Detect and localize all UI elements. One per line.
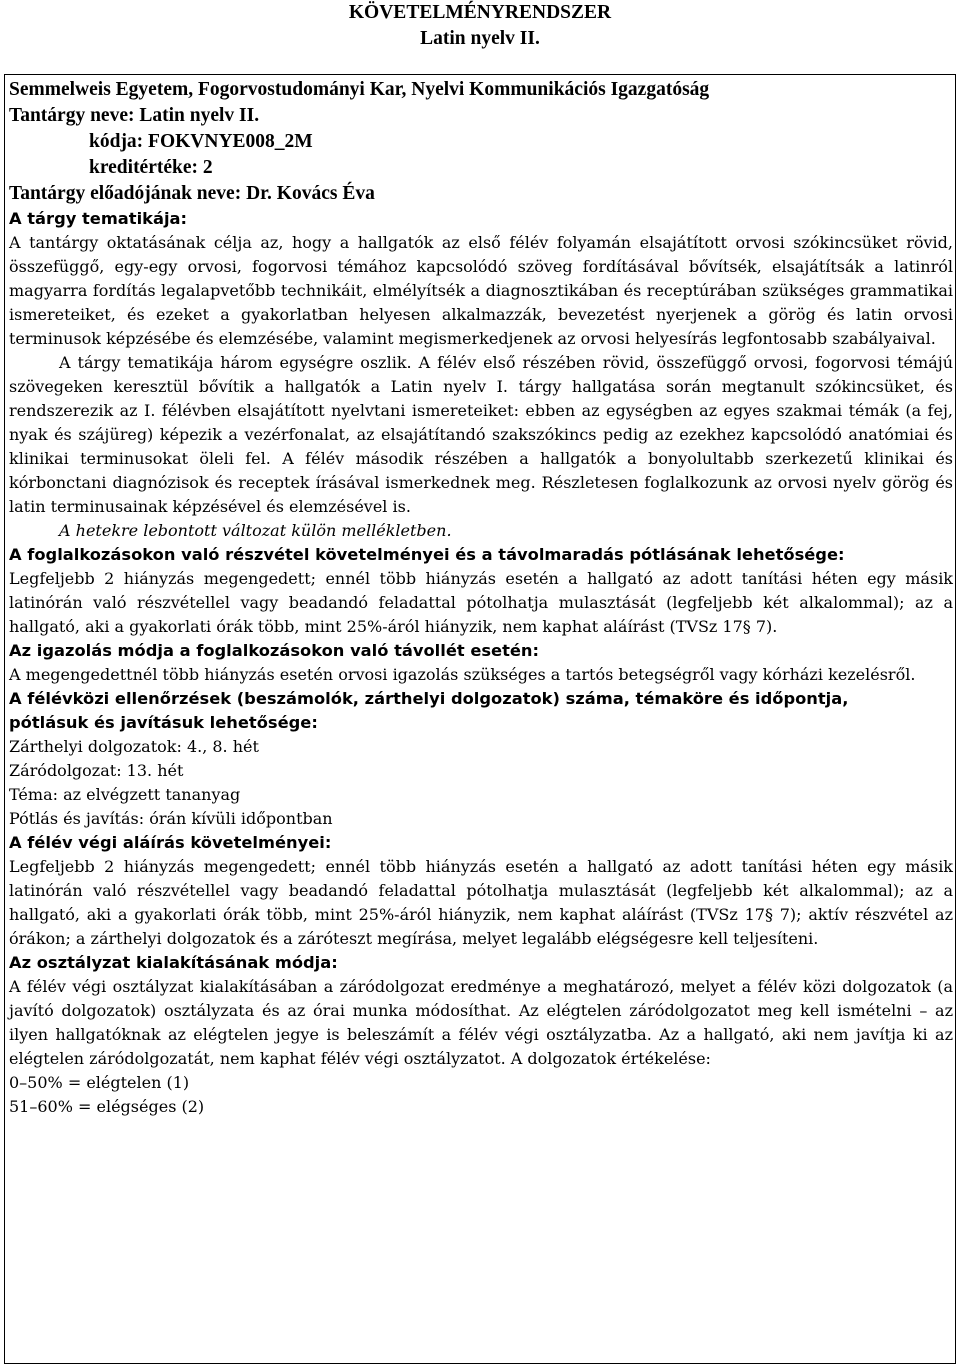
midterm-item: Zárthelyi dolgozatok: 4., 8. hét — [9, 737, 259, 756]
midterm-item: Pótlás és javítás: órán kívüli időpontban — [9, 809, 333, 828]
midterm-item: Téma: az elvégzett tananyag — [9, 785, 241, 804]
title-line-1: KÖVETELMÉNYRENDSZER — [348, 2, 612, 23]
grading-scale-item: 0–50% = elégtelen (1) — [9, 1073, 190, 1092]
course-name-line: Tantárgy neve: Latin nyelv II. — [9, 105, 260, 126]
grading-heading: Az osztályzat kialakításának módja: — [9, 953, 338, 972]
attendance-heading: A foglalkozásokon való részvétel követelményei és a távolmaradás pótlásának lehetősége: — [9, 545, 845, 564]
thematics-paragraph-2: A tárgy tematikája három egységre oszlik. A félév első részében rövid, összefüggő orvosi, fogorvosi témájú szövegeken keresztül bővítik a hallgatók a Latin nyelv I. tárgy hallgatása során megtanult szókincsüket, és rendszerezik az I. félévben elsajátított nyelvtani ismereteiket: ebben az egységben az egyes szakmai témák (a fej, nyak és szájüreg) képezik a vezérfonalat, az elsajátítandó szakszókincs pedig az ezekhez kapcsolódó anatómiai és klinikai terminusokat öleli fel. A félév második részében a hallgatók a bonyolultabb szerkezetű klinikai és kórbonctani diagnózisok és receptek írásával ismerkednek meg. Részletesen foglalkozunk az orvosi nyelv görög és latin terminusainak képzésével és elemzésével is. — [9, 353, 953, 516]
document-title — [0, 0, 960, 52]
signature-text: Legfeljebb 2 hiányzás megengedett; ennél több hiányzás esetén a hallgató az adott tanítási héten egy másik latinórán való részvétellel vagy beadandó feladattal pótolhatja mulasztását (legfeljebb két alkalommal); az a hallgató, aki a gyakorlati órák több, mint 25%-áról hiányzik, nem kaphat aláírást (TVSz 17§ 7); aktív részvétel az órákon; a zárthelyi dolgozatok és a záróteszt megírása, melyet legalább elégségesre kell teljesíteni. — [9, 857, 953, 948]
thematics-note: A hetekre lebontott változat külön mellékletben. — [59, 521, 452, 540]
absence-text: A megengedettnél több hiányzás esetén orvosi igazolás szükséges a tartós betegségről vagy kórházi kezelésről. — [9, 665, 916, 684]
thematics-paragraph-1: A tantárgy oktatásának célja az, hogy a hallgatók az első félév folyamán elsajátított orvosi szókincsüket rövid, összefüggő, egy-egy orvosi, fogorvosi témához kapcsolódó szöveg fordításával bővítsék, elsajátítsák a latinról magyarra fordítás legalapvetőbb technikáit, elmélyítsék a diagnosztikában és receptúrában szükséges grammatikai ismereteiket, és ezeket a gyakorlatban helyesen alkalmazzák, bevezetést nyerjenek a görög és latin orvosi terminusok képzésébe és elemzésébe, valamint megismerkedjenek az orvosi helyesírás legfontosabb szabályaival. — [9, 233, 953, 348]
thematics-heading: A tárgy tematikája: — [9, 209, 188, 228]
attendance-text: Legfeljebb 2 hiányzás megengedett; ennél több hiányzás esetén a hallgató az adott tanítási héten egy másik latinórán való részvétellel vagy beadandó feladattal pótolhatja mulasztását (legfeljebb két alkalommal); az a hallgató, aki a gyakorlati órák több, mint 25%-áról hiányzik, nem kaphat aláírást (TVSz 17§ 7). — [9, 569, 953, 636]
credits-line: kreditértéke: 2 — [89, 157, 213, 178]
midterm-heading-line-1: A félévközi ellenőrzések (beszámolók, zárthelyi dolgozatok) száma, témaköre és időpontja, — [9, 689, 849, 708]
midterm-item: Záródolgozat: 13. hét — [9, 761, 184, 780]
midterm-heading-line-2: pótlásuk és javításuk lehetősége: — [9, 713, 318, 732]
course-code-line: kódja: FOKVNYE008_2M — [89, 131, 313, 152]
grading-text: A félév végi osztályzat kialakításában a záródolgozat eredménye a meghatározó, melyet a félév közi dolgozatok (a javító dolgozatok) osztályzata és az órai munka módosíthat. Az elégtelen záródolgozatot meg kell ismételni – az ilyen hallgatóknak az elégtelen jegye is beleszámít a félév végi osztályzatba. Az a hallgató, aki nem javítja ki az elégtelen záródolgozatát, nem kaphat félév végi osztályzatot. A dolgozatok értékelése: — [9, 977, 953, 1068]
institution-line: Semmelweis Egyetem, Fogorvostudományi Kar, Nyelvi Kommunikációs Igazgatóság — [9, 79, 710, 100]
requirements-content — [9, 77, 953, 1119]
lecturer-line: Tantárgy előadójának neve: Dr. Kovács Éva — [9, 183, 375, 204]
absence-heading: Az igazolás módja a foglalkozásokon való távollét esetén: — [9, 641, 540, 660]
grading-scale-item: 51–60% = elégséges (2) — [9, 1097, 205, 1116]
title-line-2: Latin nyelv II. — [420, 28, 540, 49]
signature-heading: A félév végi aláírás követelményei: — [9, 833, 332, 852]
